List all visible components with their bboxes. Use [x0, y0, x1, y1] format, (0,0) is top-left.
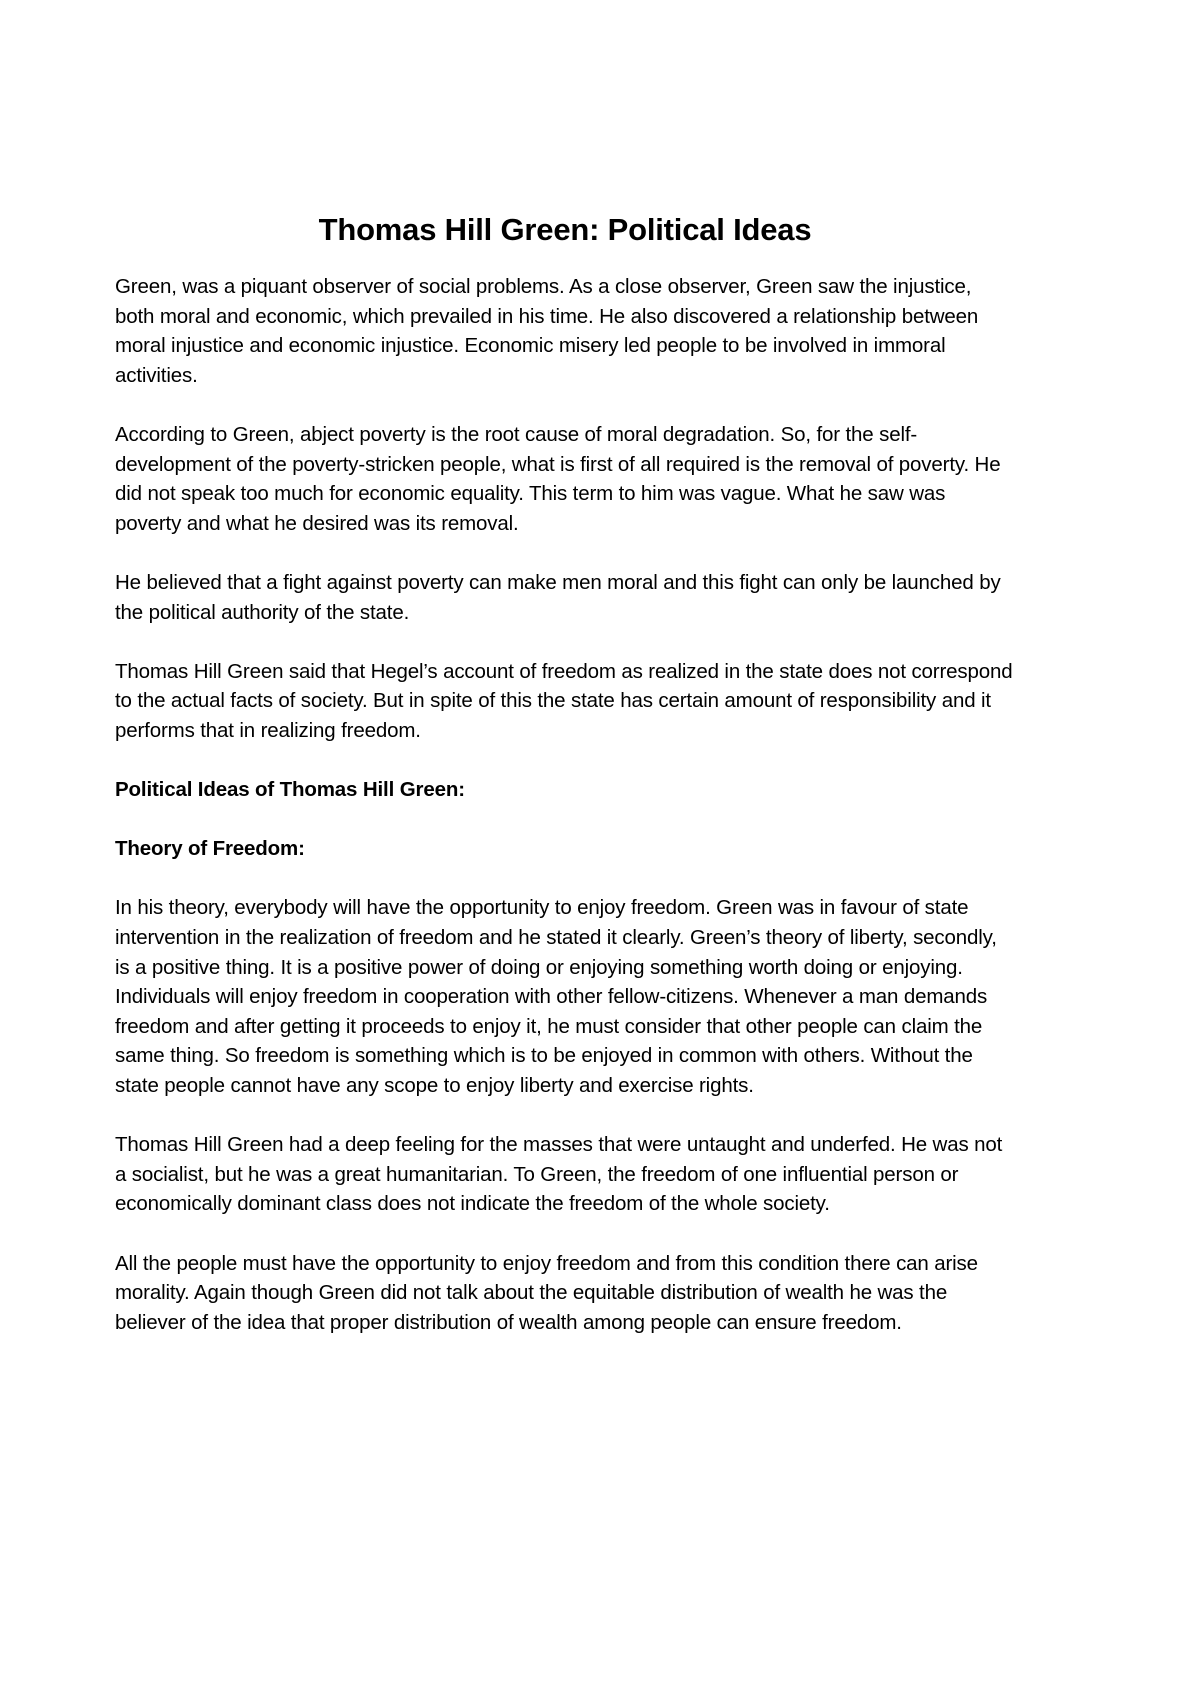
paragraph: Thomas Hill Green said that Hegel’s account of freedom as realized in the state does not correspond to the actual facts of society. But in spite of this the state has certain amount of responsibility and it performs that in realizing freedom. — [115, 659, 1013, 742]
paragraph: According to Green, abject poverty is the root cause of moral degradation. So, for the self-development of the poverty-stricken people, what is first of all required is the removal of poverty. He did not speak too much for economic equality. This term to him was vague. What he saw was poverty and what he desired was its removal. — [115, 422, 1001, 535]
paragraph: All the people must have the opportunity to enjoy freedom and from this condition there can arise morality. Again though Green did not talk about the equitable distribution of wealth he was the believer of the idea that proper distribution of wealth among people can ensure freedom. — [115, 1251, 978, 1334]
paragraph: Green, was a piquant observer of social problems. As a close observer, Green saw the injustice, both moral and economic, which prevailed in his time. He also discovered a relationship between moral injustice and economic injustice. Economic misery led people to be involved in immoral activities. — [115, 275, 979, 387]
document-body — [115, 210, 1015, 1367]
subsection-heading: Theory of Freedom: — [115, 837, 305, 861]
section-heading: Political Ideas of Thomas Hill Green: — [115, 778, 465, 802]
document-title: Thomas Hill Green: Political Ideas — [318, 212, 812, 247]
paragraph: Thomas Hill Green had a deep feeling for the masses that were untaught and underfed. He was not a socialist, but he was a great humanitarian. To Green, the freedom of one influential person or economically dominant class does not indicate the freedom of the whole society. — [115, 1133, 1003, 1216]
paragraph: In his theory, everybody will have the opportunity to enjoy freedom. Green was in favour of state intervention in the realization of freedom and he stated it clearly. Green’s theory of liberty, secondly, is a positive thing. It is a positive power of doing or enjoying something worth doing or enjoying. Individuals will enjoy freedom in cooperation with other fellow-citizens. Whenever a man demands freedom and after getting it proceeds to enjoy it, he must consider that other people can claim the same thing. So freedom is something which is to be enjoyed in common with others. Without the state people cannot have any scope to enjoy liberty and exercise rights. — [115, 896, 997, 1098]
paragraph: He believed that a fight against poverty can make men moral and this fight can only be launched by the political authority of the state. — [115, 570, 1001, 624]
